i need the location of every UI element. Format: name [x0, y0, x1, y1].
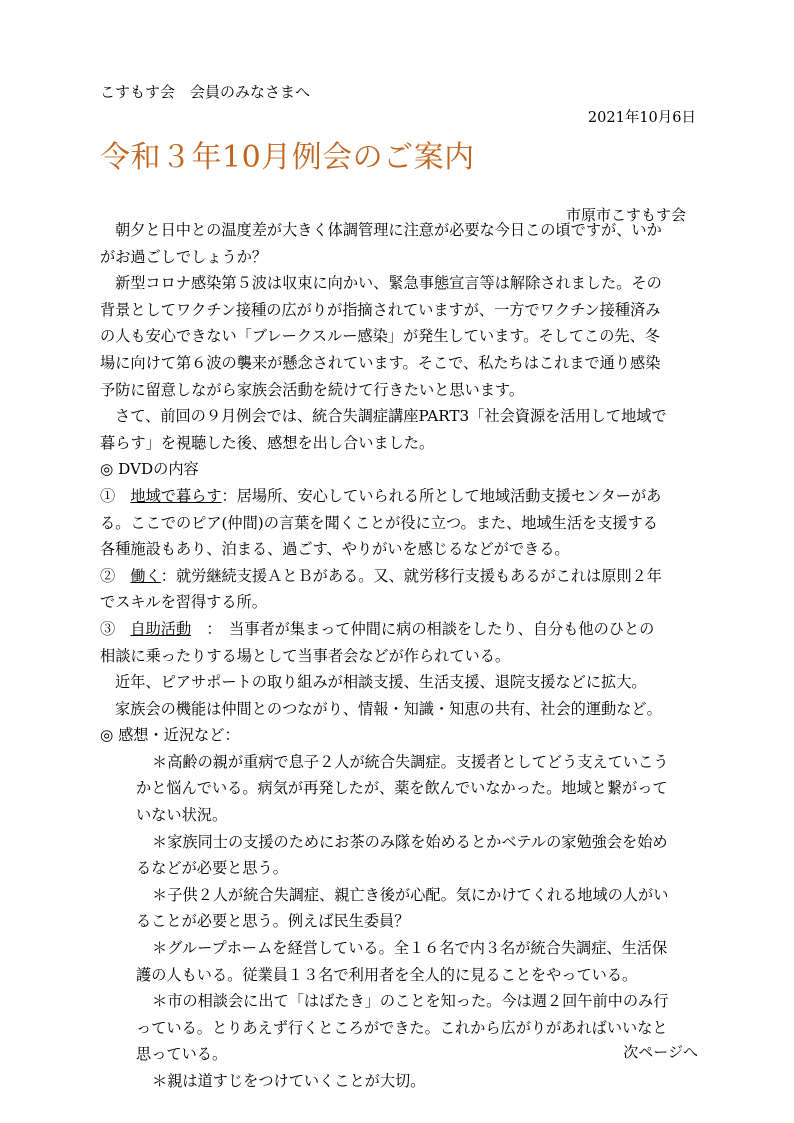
- impression-1-continuation: かと悩んでいる。病気が再発したが、薬を飲んでいなかった。地域と繋がって: [136, 779, 668, 798]
- item-number: ③: [100, 619, 116, 638]
- impression-1-continuation: いない状況。: [136, 806, 228, 825]
- impression-2-continuation: るなどが必要と思う。: [136, 859, 288, 878]
- document-title: 令和３年10月例会のご案内: [100, 140, 475, 175]
- impression-3: ＊子供２人が統合失調症、親亡き後が心配。気にかけてくれる地域の人がい: [152, 885, 669, 904]
- impression-4: ＊グループホームを経営している。全１６名で内３名が統合失調症、生活保: [152, 939, 668, 958]
- covid-paragraph-line: の人も安心できない「ブレークスルー感染」が発生しています。そしてこの先、冬: [100, 327, 660, 346]
- dvd-item-1: [100, 483, 700, 510]
- dvd-item-2-continuation: でスキルを習得する所。: [100, 593, 267, 612]
- dvd-item-3-continuation: 相談に乗ったりする場として当事者会などが作られている。: [100, 646, 511, 665]
- dvd-note-line: 近年、ピアサポートの取り組みが相談支援、生活支援、退院支援などに拡大。: [115, 673, 647, 692]
- document-date: 2021年10月6日: [587, 110, 696, 126]
- impression-1: ＊高齢の親が重病で息子２人が統合失調症。支援者としてどう支えていこう: [152, 752, 669, 771]
- item-title: 地域で暮らす: [130, 486, 222, 505]
- impression-5-continuation: 思っている。: [136, 1045, 228, 1064]
- covid-paragraph-line: 背景としてワクチン接種の広がりが指摘されていますが、一方でワクチン接種済み: [100, 300, 661, 319]
- dvd-section-heading: ◎ DVDの内容: [100, 460, 199, 479]
- dvd-note-line: 家族会の機能は仲間とのつながり、情報・知識・知恵の共有、社会的運動など。: [115, 699, 662, 718]
- greeting-line: 朝夕と日中との温度差が大きく体調管理に注意が必要な今日この頃ですが、いか: [115, 221, 662, 239]
- impression-2: ＊家族同士の支援のためにお茶のみ隊を始めるとかベテルの家勉強会を始め: [152, 832, 668, 851]
- covid-paragraph-line: 予防に留意しながら家族会活動を続けて行きたいと思います。: [100, 380, 525, 399]
- item-text: ：就労継続支援ＡとＢがある。又、就労移行支援もあるがこれは原則２年: [160, 566, 662, 585]
- previous-meeting-line: さて、前回の９月例会では、統合失調症講座PART3「社会資源を活用して地域で: [115, 407, 667, 426]
- addressee-line: こすもす会 会員のみなさまへ: [100, 83, 311, 101]
- covid-paragraph-line: 新型コロナ感染第５波は収束に向かい、緊急事態宣言等は解除されました。その: [115, 274, 662, 293]
- dvd-item-1-continuation: 各種施設もあり、泊まる、過ごす、やりがいを感じるなどができる。: [100, 540, 570, 559]
- impressions-heading: ◎ 感想・近況など：: [100, 726, 240, 745]
- greeting-line: がお過ごしでしょうか？: [100, 247, 268, 266]
- impression-3-continuation: ることが必要と思う。例えば民生委員？: [136, 912, 410, 931]
- impression-5-continuation: っている。とりあえず行くところができた。これから広がりがあればいいなと: [136, 1018, 668, 1037]
- dvd-item-3: [100, 616, 700, 643]
- next-page-label: 次ページへ: [623, 1043, 698, 1061]
- covid-paragraph-line: 場に向けて第６波の襲来が懸念されています。そこで、私たちはこれまで通り感染: [100, 353, 661, 372]
- impression-6: ＊親は道すじをつけていくことが大切。: [152, 1072, 426, 1090]
- document-body: [100, 217, 700, 1095]
- previous-meeting-line: 暮らす」を視聴した後、感想を出し合いました。: [100, 433, 435, 452]
- organization-name: 市原市こすもす会: [565, 206, 686, 224]
- item-text: ： 当事者が集まって仲間に病の相談をしたり、自分も他のひとの: [191, 619, 655, 638]
- item-title: 自助活動: [130, 619, 192, 638]
- item-number: ②: [100, 566, 116, 585]
- impression-4-continuation: 護の人もいる。従業員１３名で利用者を全人的に見ることをやっている。: [136, 965, 638, 984]
- impression-5: ＊市の相談会に出て「はばたき」のことを知った。今は週２回午前中のみ行: [152, 992, 669, 1011]
- item-text: ：居場所、安心していられる所として地域活動支援センターがあ: [221, 486, 662, 505]
- item-title: 働く: [130, 566, 161, 585]
- dvd-item-1-continuation: る。ここでのピア(仲間)の言葉を聞くことが役に立つ。また、地域生活を支援する: [100, 513, 658, 532]
- item-number: ①: [100, 486, 116, 505]
- dvd-item-2: [100, 563, 700, 590]
